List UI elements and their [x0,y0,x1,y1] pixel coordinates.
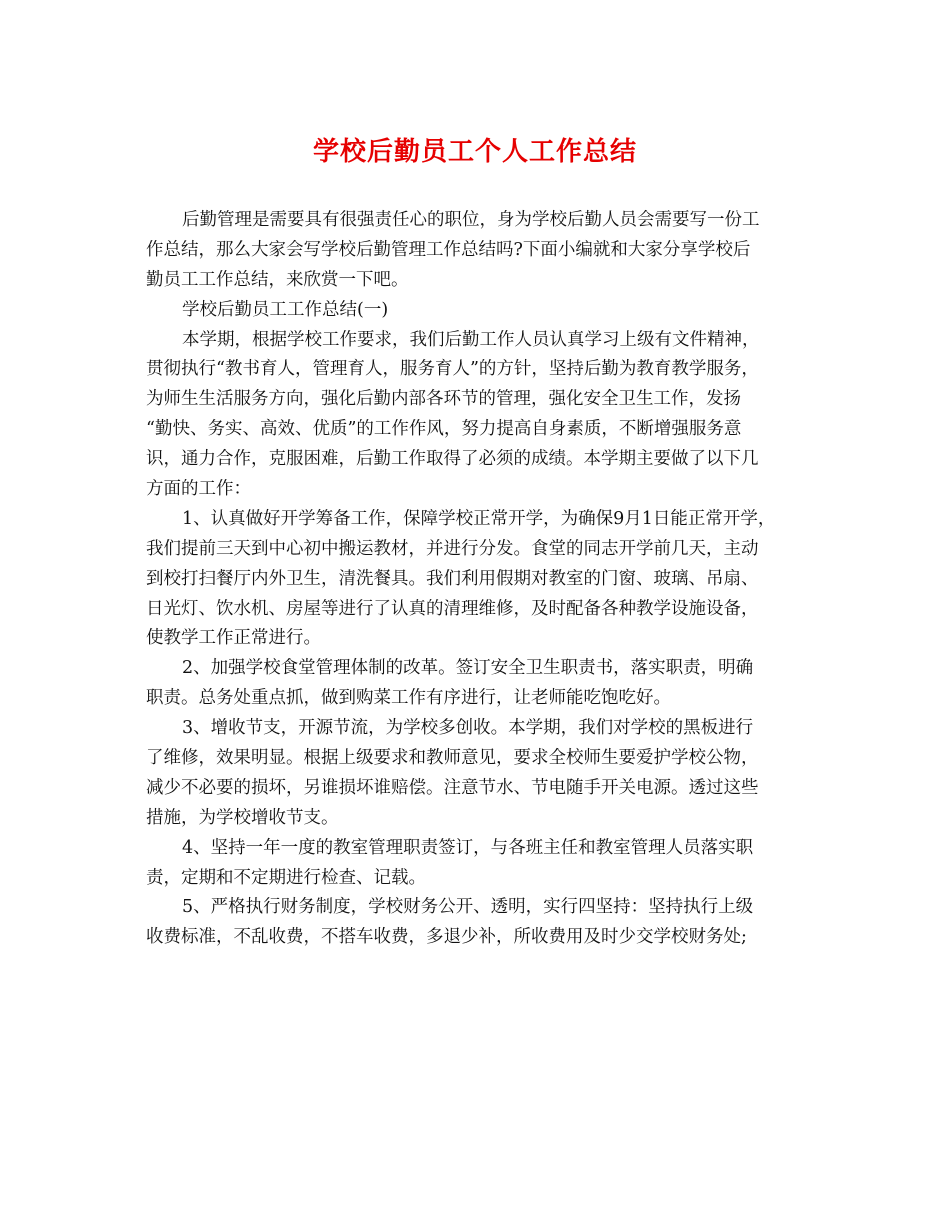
body-line: 方面的工作： [146,479,251,500]
document-title: 学校后勤员工个人工作总结 [312,137,637,167]
body-line: 使教学工作正常进行。 [146,628,321,649]
body-line: 减少不必要的损坏，另谁损坏谁赔偿。注意节水、节电随手开关电源。透过这些 [146,777,759,798]
body-line: 1、认真做好开学筹备工作，保障学校正常开学，为确保9月1日能正常开学， [182,508,776,529]
body-line: 措施，为学校增收节支。 [146,807,339,828]
body-line: 后勤管理是需要具有很强责任心的职位，身为学校后勤人员会需要写一份工 [182,210,760,230]
body-line: 了维修，效果明显。根据上级要求和教师意见，要求全校师生要爱护学校公物， [146,748,759,769]
body-line: 到校打扫餐厅内外卫生，清洗餐具。我们利用假期对教室的门窗、玻璃、吊扇、 [146,568,759,589]
body-line: 识，通力合作，克服困难，后勤工作取得了必须的成绩。本学期主要做了以下几 [146,449,759,470]
body-line: 职责。总务处重点抓，做到购菜工作有序进行，让老师能吃饱吃好。 [146,688,671,709]
body-line: 责，定期和不定期进行检查、记载。 [146,867,426,888]
body-line: 收费标准，不乱收费，不搭车收费，多退少补，所收费用及时少交学校财务处; [146,927,747,948]
body-line: 为师生生活服务方向，强化后勤内部各环节的管理，强化安全卫生工作，发扬 [146,389,741,410]
body-line: 作总结，那么大家会写学校后勤管理工作总结吗?下面小编就和大家分享学校后 [146,239,751,260]
body-line: 3、增收节支，开源节流，为学校多创收。本学期，我们对学校的黑板进行 [182,718,754,739]
body-line: 5、严格执行财务制度，学校财务公开、透明，实行四坚持：坚持执行上级 [182,897,754,918]
body-line: 贯彻执行“教书育人，管理育人，服务育人”的方针，坚持后勤为教育教学服务， [146,359,759,380]
body-line: “勤快、务实、高效、优质”的工作作风，努力提高自身素质，不断增强服务意 [146,419,742,440]
body-line: 2、加强学校食堂管理体制的改革。签订安全卫生职责书，落实职责，明确 [182,658,754,679]
body-line: 本学期，根据学校工作要求，我们后勤工作人员认真学习上级有文件精神， [182,329,760,350]
body-line: 日光灯、饮水机、房屋等进行了认真的清理维修，及时配备各种教学设施设备， [146,598,759,619]
body-line: 我们提前三天到中心初中搬运教材，并进行分发。食堂的同志开学前几天，主动 [146,538,759,559]
document-body [146,206,810,953]
body-line: 学校后勤员工工作总结(一) [182,299,389,320]
body-line: 勤员工工作总结，来欣赏一下吧。 [146,269,409,290]
body-line: 4、坚持一年一度的教室管理职责签订，与各班主任和教室管理人员落实职 [182,837,754,858]
